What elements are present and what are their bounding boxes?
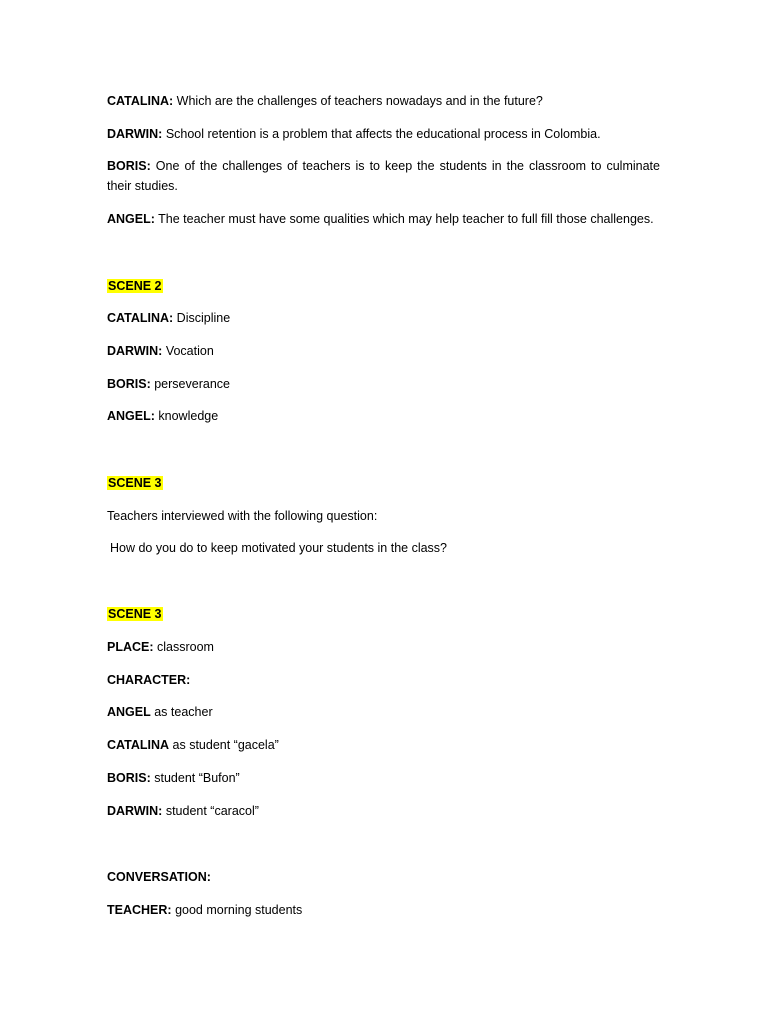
character-line-darwin: [107, 801, 660, 821]
interview-question: How do you do to keep motivated your students in the class?: [110, 541, 447, 555]
scene-heading: SCENE 3: [108, 476, 162, 490]
speaker-name: ANGEL:: [107, 409, 155, 423]
character-role: as student “gacela”: [172, 738, 279, 752]
character-name: DARWIN:: [107, 804, 163, 818]
dialogue-line-darwin: [107, 341, 660, 361]
dialogue-text: good morning students: [175, 903, 303, 917]
character-line-boris: [107, 768, 660, 788]
character-role: student “Bufon”: [154, 771, 240, 785]
dialogue-line-catalina: [107, 91, 660, 111]
speaker-name: CATALINA:: [107, 311, 174, 325]
dialogue-line-catalina: [107, 308, 660, 328]
character-name: BORIS:: [107, 771, 151, 785]
scene-heading: SCENE 2: [108, 279, 162, 293]
dialogue-line-boris: [107, 374, 660, 394]
dialogue-text: Discipline: [176, 311, 231, 325]
speaker-name: DARWIN:: [107, 127, 163, 141]
character-line-catalina: [107, 735, 660, 755]
speaker-name: TEACHER:: [107, 903, 172, 917]
speaker-name: BORIS:: [107, 377, 151, 391]
place-label: PLACE:: [107, 640, 154, 654]
character-line-angel: [107, 702, 660, 722]
character-name: CATALINA: [107, 738, 170, 752]
scene-2-heading-row: [107, 276, 660, 296]
character-name: ANGEL: [107, 705, 151, 719]
dialogue-text: knowledge: [158, 409, 219, 423]
dialogue-text: The teacher must have some qualities which may help teacher to full fill those challenges.: [158, 212, 654, 226]
character-heading: [107, 670, 660, 690]
character-label: CHARACTER:: [107, 673, 191, 687]
conversation-heading: [107, 867, 660, 887]
dialogue-text: Which are the challenges of teachers nowadays and in the future?: [176, 94, 543, 108]
dialogue-line-darwin: [107, 124, 660, 144]
dialogue-text: School retention is a problem that affects the educational process in Colombia.: [165, 127, 601, 141]
scene-heading: SCENE 3: [108, 607, 162, 621]
place-line: [107, 637, 660, 657]
dialogue-line-boris: [107, 156, 660, 196]
dialogue-line-angel: [107, 406, 660, 426]
character-role: as teacher: [154, 705, 213, 719]
dialogue-text: One of the challenges of teachers is to keep the students in the classroom to culminate their studies.: [107, 159, 660, 193]
interview-intro: Teachers interviewed with the following question:: [107, 509, 378, 523]
speaker-name: BORIS:: [107, 159, 151, 173]
character-role: student “caracol”: [165, 804, 259, 818]
scene-3-heading-row: [107, 473, 660, 493]
speaker-name: CATALINA:: [107, 94, 174, 108]
speaker-name: DARWIN:: [107, 344, 163, 358]
scene-3-heading-row-second: [107, 604, 660, 624]
dialogue-text: Vocation: [165, 344, 214, 358]
dialogue-line-angel: [107, 209, 660, 229]
dialogue-text: perseverance: [154, 377, 230, 391]
dialogue-line-teacher: [107, 900, 660, 920]
conversation-label: CONVERSATION:: [107, 870, 211, 884]
speaker-name: ANGEL:: [107, 212, 155, 226]
place-value: classroom: [157, 640, 214, 654]
